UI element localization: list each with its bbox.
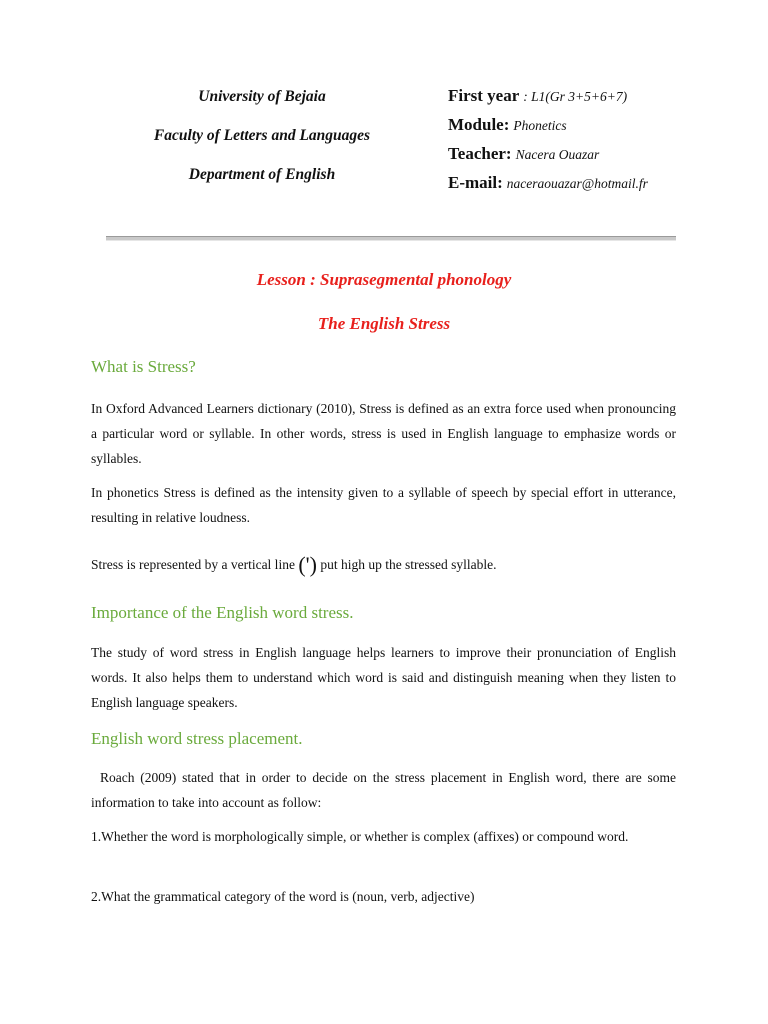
module-row — [448, 113, 748, 142]
lesson-title: Lesson : Suprasegmental phonology — [256, 270, 512, 289]
stress-text-before: Stress is represented by a vertical line — [91, 557, 299, 572]
stress-text-after: put high up the stressed syllable. — [316, 557, 497, 572]
module-value: Phonetics — [513, 118, 567, 133]
heading-importance: Importance of the English word stress. — [91, 603, 354, 622]
paragraph-definition-oxford: In Oxford Advanced Learners dictionary (2010), Stress is defined as an extra force used when pronouncing a particular word or syllable. In other words, stress is used in English language to emphasize words or syllables. — [91, 401, 676, 466]
course-info-block — [448, 84, 748, 200]
email-row — [448, 171, 748, 200]
faculty-name: Faculty of Letters and Languages — [153, 127, 371, 144]
department-name: Department of English — [188, 166, 336, 183]
teacher-value: Nacera Ouazar — [515, 147, 600, 162]
lesson-subtitle: The English Stress — [317, 314, 451, 333]
paragraph-stress-representation — [91, 552, 676, 577]
heading-what-is-stress: What is Stress? — [91, 357, 196, 376]
year-value: : L1(Gr 3+5+6+7) — [523, 89, 628, 104]
stress-mark-symbol: (') — [298, 552, 317, 577]
year-label: First year — [448, 86, 520, 105]
heading-placement: English word stress placement. — [91, 729, 303, 748]
paragraph-placement-intro: Roach (2009) stated that in order to decide on the stress placement in English word, there are some information to take into account as follow: — [91, 770, 676, 810]
email-value: naceraouazar@hotmail.fr — [506, 176, 648, 191]
teacher-row — [448, 142, 748, 171]
module-label: Module: — [448, 115, 510, 134]
header-divider — [106, 236, 676, 241]
list-item-2: 2.What the grammatical category of the word is (noun, verb, adjective) — [91, 889, 475, 904]
email-label: E-mail: — [448, 173, 503, 192]
institution-block — [112, 86, 412, 203]
list-item-1: 1.Whether the word is morphologically simple, or whether is complex (affixes) or compound word. — [91, 829, 629, 844]
paragraph-definition-phonetics: In phonetics Stress is defined as the intensity given to a syllable of speech by special effort in utterance, resulting in relative loudness. — [91, 485, 676, 525]
teacher-label: Teacher: — [448, 144, 512, 163]
year-row — [448, 84, 748, 113]
paragraph-importance: The study of word stress in English language helps learners to improve their pronunciation of English words. It also helps them to understand which word is said and distinguish meaning when they listen to English language speakers. — [91, 645, 676, 710]
university-name: University of Bejaia — [198, 88, 326, 105]
